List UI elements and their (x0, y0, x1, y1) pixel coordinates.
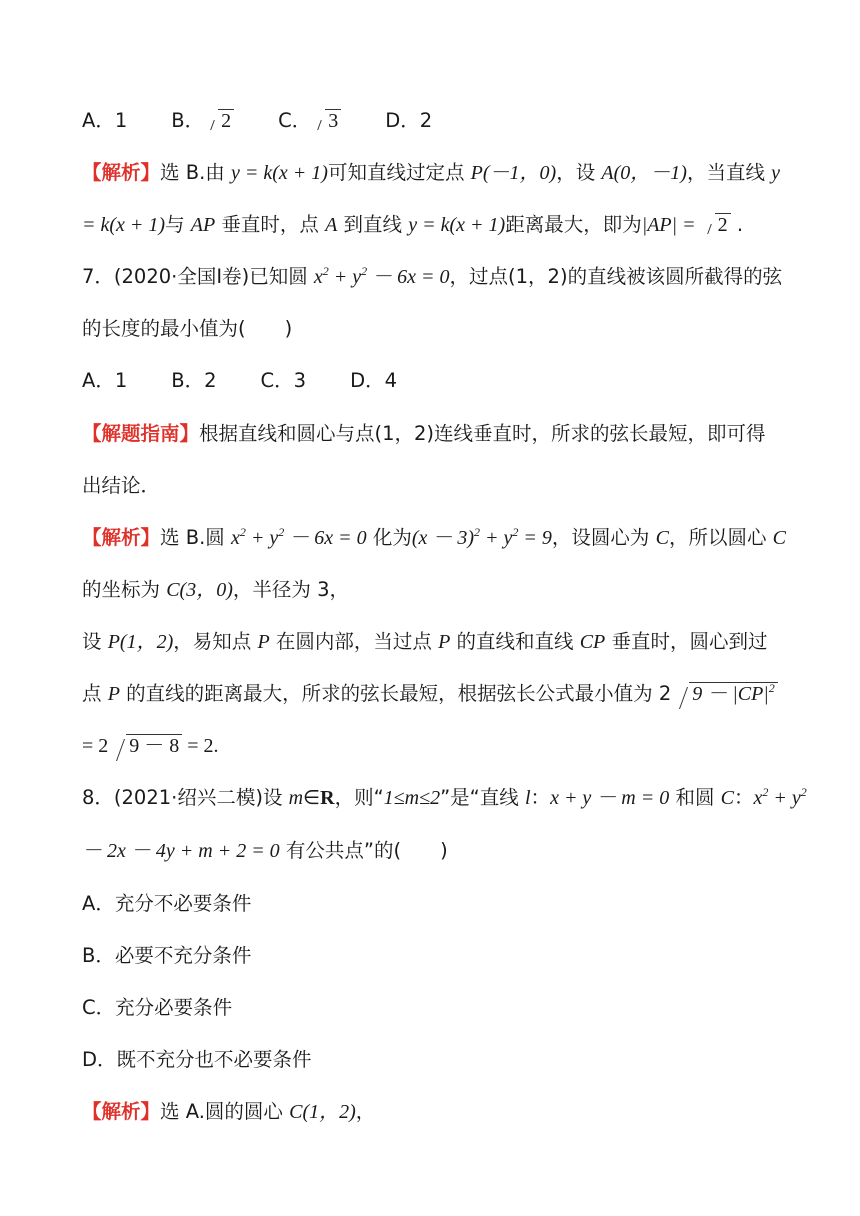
q6-option-b: B． 2 (171, 109, 234, 132)
q6-option-c: C． 3 (278, 109, 341, 132)
q6-options (82, 106, 810, 136)
q7-option-d: D．4 (350, 369, 398, 392)
q7-solution-line-3: 设 P(1，2)，易知点 P 在圆内部，当过点 P 的直线和直线 CP 垂直时，圆心到过 (82, 630, 768, 653)
q7-hint-line-2: 出结论． (82, 474, 161, 497)
q7-hint-line-1: 【解题指南】根据直线和圆心与点(1，2)连线垂直时，所求的弦长最短，即可得 (82, 422, 766, 445)
q8-option-d: D．既不充分也不必要条件 (82, 1048, 312, 1071)
q6-solution-line-2: = k(x + 1)与 AP 垂直时，点 A 到直线 y = k(x + 1)距离最大，即为|AP| = 2 . (82, 210, 810, 240)
solution-tag: 【解析】 (82, 161, 161, 184)
q8-option-a: A．充分不必要条件 (82, 892, 252, 915)
q7-option-b: B．2 (171, 369, 217, 392)
solution-tag: 【解析】 (82, 526, 161, 549)
q8-option-c: C．充分必要条件 (82, 996, 233, 1019)
q7-option-c: C．3 (260, 369, 307, 392)
q7-option-a: A．1 (82, 369, 128, 392)
q7-solution-line-4: 点 P 的直线的距离最大，所求的弦长最短，根据弦长公式最小值为 2 $9 - |CP|^2$ (82, 679, 810, 709)
q8-solution-line-1: 【解析】选 A.圆的圆心 C(1，2)， (82, 1100, 376, 1123)
q7-options (82, 366, 810, 396)
q7-solution-line-5: = 2 9 － 8 = 2. (82, 731, 810, 761)
q7-stem-line-1: 7．(2020·全国Ⅰ卷)已知圆 $x^2 + y^2 - 6x = 0$，过点(1，2)的直线被该圆所截得的弦 (82, 264, 783, 288)
q8-option-b: B．必要不充分条件 (82, 944, 252, 967)
q6-solution-line-1: 【解析】选 B.由 y = k(x + 1)可知直线过定点 P(－1，0)，设 A(0，－1)，当直线 y (82, 161, 781, 184)
q6-option-d: D．2 (385, 109, 433, 132)
q6-option-a: A．1 (82, 109, 128, 132)
q8-stem-line-1: 8．(2021·绍兴二模)设 m∈R，则“1≤m≤2”是“直线 l：x + y － m = 0 和圆 C：$x^2 + y^2$ (82, 785, 807, 809)
hint-tag: 【解题指南】 (82, 422, 200, 445)
q7-solution-line-1: 【解析】选 B.圆 $x^2 + y^2 - 6x = 0$ 化为$(x - 3)^2 + y^2 = 9$，设圆心为 C，所以圆心 C (82, 525, 787, 549)
q7-stem-line-2: 的长度的最小值为( ) (82, 317, 293, 340)
q8-stem-line-2: － 2x － 4y + m + 2 = 0 有公共点”的( ) (82, 839, 448, 862)
solution-tag: 【解析】 (82, 1100, 161, 1123)
q7-circle-eq: $x^2 + y^2 - 6x = 0$ (313, 264, 450, 288)
q7-solution-line-2: 的坐标为 C(3，0)，半径为 3， (82, 578, 349, 601)
